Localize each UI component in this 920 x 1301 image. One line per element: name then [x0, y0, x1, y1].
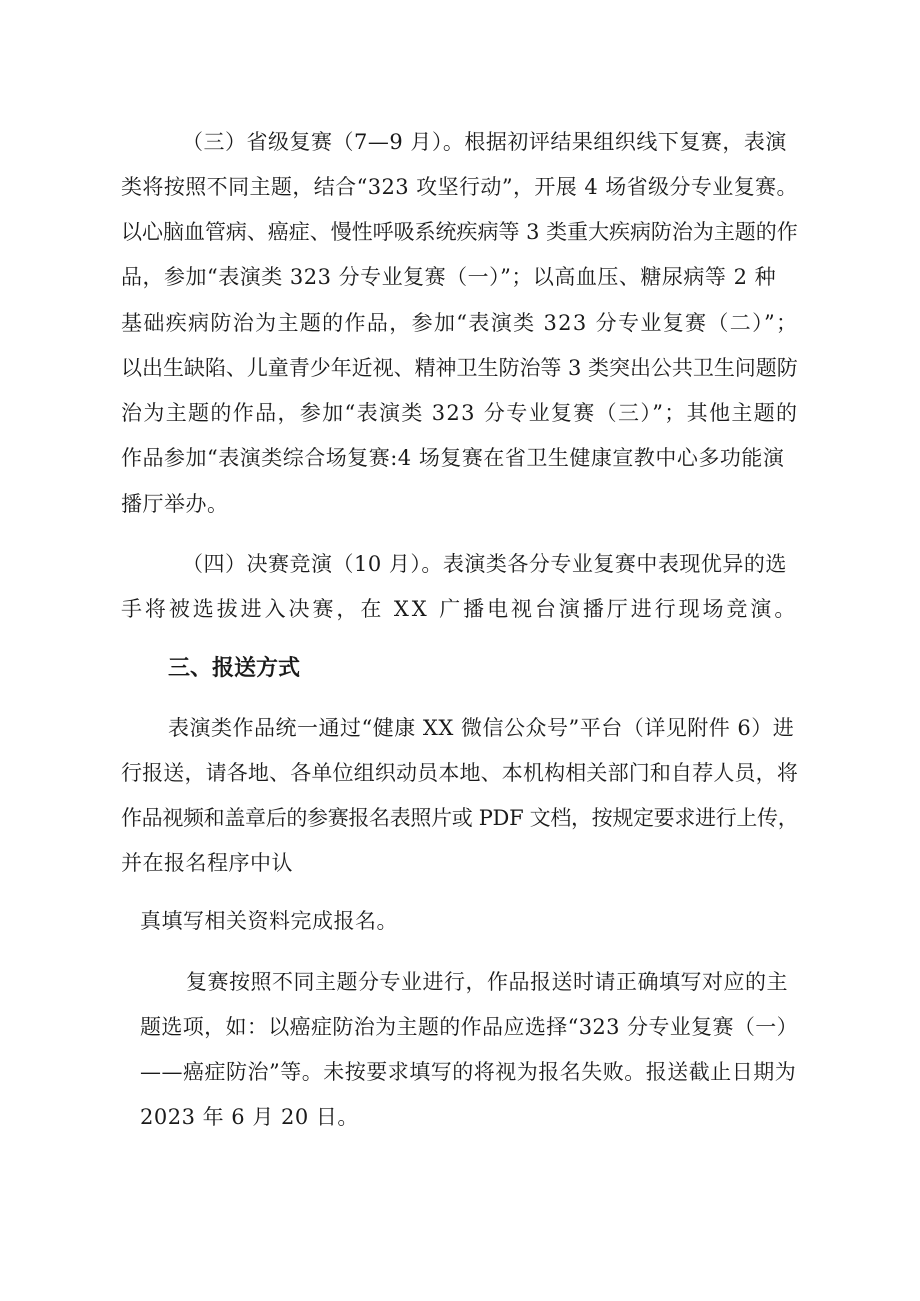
- para-provincial-rematch-line-8: 作品参加“表演类综合场复赛:4 场复赛在省卫生健康宣教中心多功能演: [121, 446, 785, 470]
- para-submission-line-4: 并在报名程序中认: [121, 851, 293, 875]
- para-provincial-rematch-line-9: 播厅举办。: [121, 492, 229, 516]
- para-rematch-line-4: 2023 年 6 月 20 日。: [140, 1105, 359, 1129]
- para-submission-line-3: 作品视频和盖章后的参赛报名表照片或 PDF 文档，按规定要求进行上传，: [121, 806, 799, 830]
- para-provincial-rematch-line-4: 品，参加“表演类 323 分专业复赛（一）”；以高血压、糖尿病等 2 种: [121, 265, 777, 289]
- para-rematch-line-3: ——癌症防治”等。未按要求填写的将视为报名失败。报送截止日期为: [140, 1060, 797, 1084]
- para-provincial-rematch-line-1: （三）省级复赛（7—9 月）。根据初评结果组织线下复赛，表演: [182, 130, 787, 154]
- para-provincial-rematch-line-5: 基础疾病防治为主题的作品，参加“表演类 323 分专业复赛（二）”；: [121, 311, 799, 335]
- para-provincial-rematch-line-6: 以出生缺陷、儿童青少年近视、精神卫生防治等 3 类突出公共卫生问题防: [121, 356, 798, 380]
- para-rematch-line-2: 题选项，如：以癌症防治为主题的作品应选择“323 分专业复赛（一）: [140, 1015, 798, 1039]
- para-submission-continuation: 真填写相关资料完成报名。: [140, 909, 398, 933]
- para-provincial-rematch-line-7: 治为主题的作品，参加“表演类 323 分专业复赛（三）”；其他主题的: [121, 401, 799, 425]
- para-submission-line-1: 表演类作品统一通过“健康 XX 微信公众号”平台（详见附件 6）进: [168, 716, 795, 740]
- para-submission-line-2: 行报送，请各地、各单位组织动员本地、本机构相关部门和自荐人员，将: [121, 761, 798, 785]
- section-heading-submission: 三、报送方式: [168, 656, 301, 681]
- para-provincial-rematch-line-2: 类将按照不同主题，结合“323 攻坚行动”，开展 4 场省级分专业复赛。: [121, 175, 798, 199]
- para-rematch-line-1: 复赛按照不同主题分专业进行，作品报送时请正确填写对应的主: [186, 970, 788, 994]
- para-final-line-2: 手将被选拔进入决赛，在 XX 广播电视台演播厅进行现场竞演。: [121, 597, 799, 621]
- para-final-line-1: （四）决赛竞演（10 月）。表演类各分专业复赛中表现优异的选: [182, 552, 787, 576]
- para-provincial-rematch-line-3: 以心脑血管病、癌症、慢性呼吸系统疾病等 3 类重大疾病防治为主题的作: [121, 220, 798, 244]
